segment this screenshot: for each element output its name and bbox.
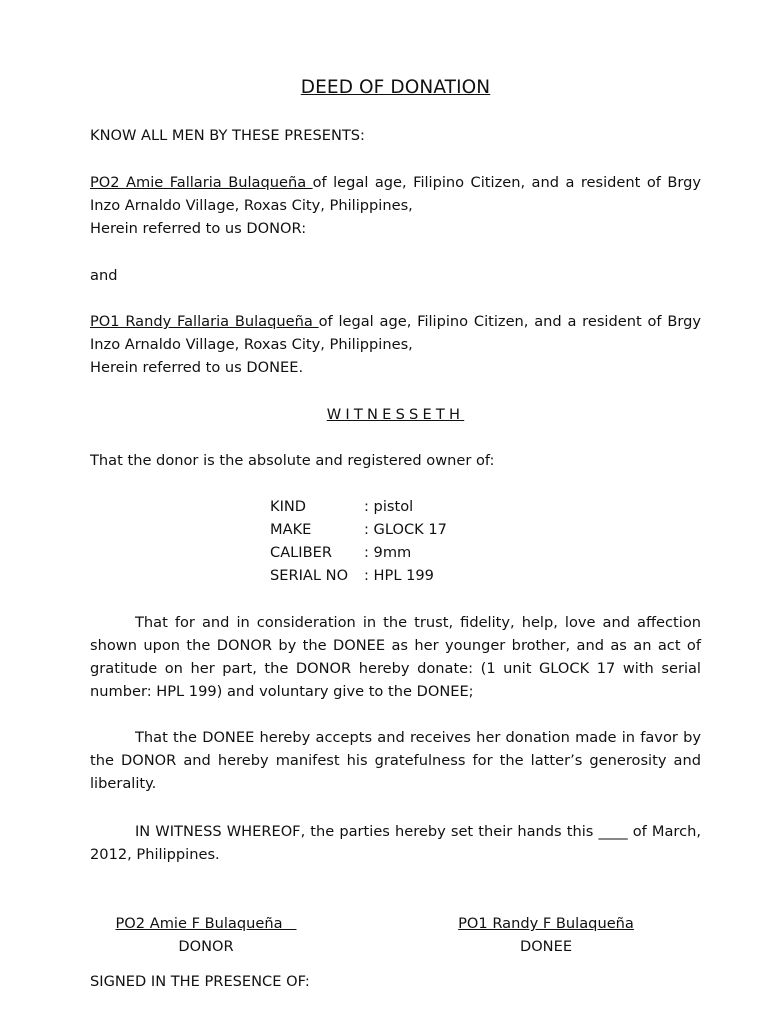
property-value: : pistol (364, 498, 414, 515)
donee-role-label: DONEE (519, 938, 573, 955)
property-row-make (270, 518, 570, 541)
donor-paragraph (90, 171, 701, 217)
donee-referred: Herein referred to us DONEE. (90, 359, 304, 376)
document-title: DEED OF DONATION (300, 77, 491, 98)
witnesseth-text: WITNESSETH (326, 406, 465, 423)
donor-full-name: PO2 Amie Fallaria Bulaqueña (90, 174, 313, 191)
acceptance-paragraph: That the DONEE hereby accepts and receives her donation made in favor by the DONOR and hereby manifest his gratefulness for the latter’s generosity and liberality. (90, 729, 701, 792)
opening-line: KNOW ALL MEN BY THESE PRESENTS: (90, 127, 365, 144)
property-key: CALIBER (270, 544, 332, 561)
donor-details: of legal age, Filipino Citizen, and a resident of Brgy Inzo Arnaldo Village, Roxas City, Philippines, (90, 174, 701, 214)
property-details (270, 495, 570, 587)
property-row-serial (270, 564, 570, 587)
donor-role-label: DONOR (178, 938, 234, 955)
donor-signature-block (86, 912, 326, 958)
property-value: : HPL 199 (364, 567, 434, 584)
ownership-intro: That the donor is the absolute and registered owner of: (90, 452, 495, 469)
property-key: MAKE (270, 521, 312, 538)
witnesseth-heading (90, 403, 701, 426)
deed-document (90, 0, 701, 1024)
donee-signature-name: PO1 Randy F Bulaqueña (458, 915, 634, 932)
donee-details: of legal age, Filipino Citizen, and a resident of Brgy Inzo Arnaldo Village, Roxas City, Philippines, (90, 313, 701, 353)
donee-paragraph (90, 310, 701, 356)
witness-whereof-paragraph: IN WITNESS WHEREOF, the parties hereby set their hands this ____ of March, 2012, Philippines. (90, 823, 701, 863)
property-value: : 9mm (364, 544, 412, 561)
property-key: KIND (270, 498, 307, 515)
property-key: SERIAL NO (270, 567, 349, 584)
property-value: : GLOCK 17 (364, 521, 447, 538)
donor-referred: Herein referred to us DONOR: (90, 220, 307, 237)
donee-signature-block (426, 912, 666, 958)
property-row-caliber (270, 541, 570, 564)
consideration-paragraph: That for and in consideration in the trust, fidelity, help, love and affection shown upon the DONOR by the DONEE as her younger brother, and as an act of gratitude on her part, the DONOR hereby donate: (1 unit GLOCK 17 with serial number: HPL 199) and voluntary give to the DONEE; (90, 614, 701, 700)
conjunction-and: and (90, 267, 118, 284)
property-row-kind (270, 495, 570, 518)
donor-signature-name: PO2 Amie F Bulaqueña (115, 915, 297, 932)
signed-presence-line: SIGNED IN THE PRESENCE OF: (90, 973, 310, 990)
donee-full-name: PO1 Randy Fallaria Bulaqueña (90, 313, 319, 330)
